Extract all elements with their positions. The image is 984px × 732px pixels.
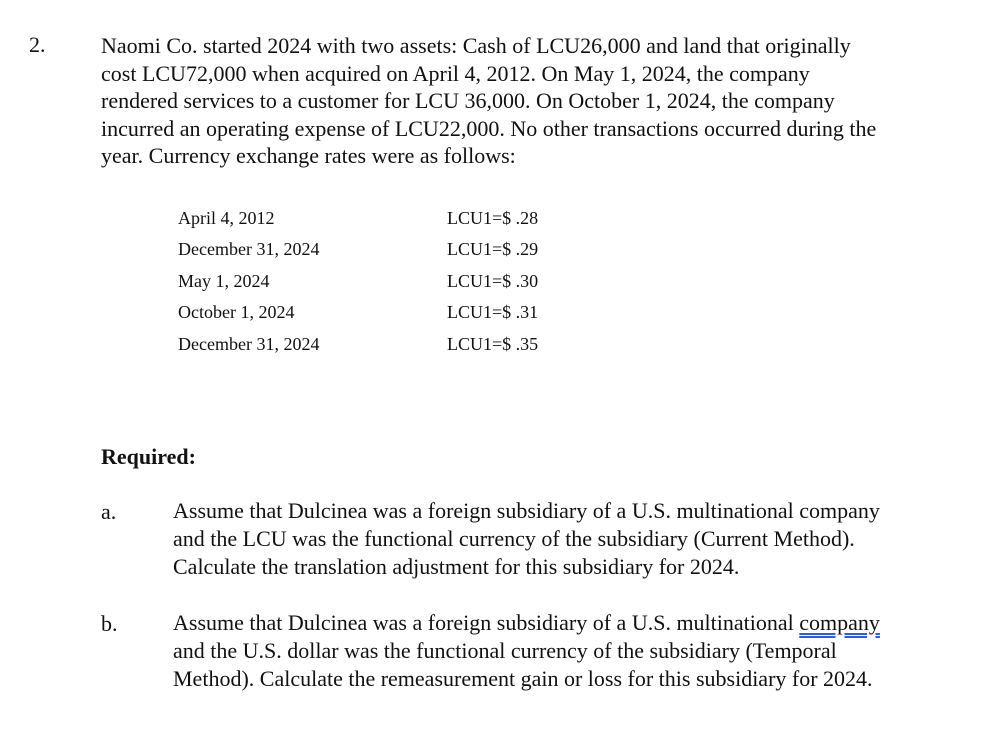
part-a-line: Assume that Dulcinea was a foreign subsidiary of a U.S. multinational company bbox=[173, 498, 880, 523]
part-a-label: a. bbox=[101, 499, 117, 524]
rate-date: October 1, 2024 bbox=[178, 302, 295, 322]
rate-value: LCU1=$ .35 bbox=[447, 334, 539, 354]
part-b-text bbox=[173, 609, 963, 693]
part-a-line: and the LCU was the functional currency of the subsidiary (Current Method). bbox=[173, 526, 855, 551]
grammar-flagged-word[interactable]: company bbox=[799, 610, 880, 635]
paragraph-line: rendered services to a customer for LCU 36,000. On October 1, 2024, the company bbox=[101, 88, 835, 113]
rate-date: May 1, 2024 bbox=[178, 271, 270, 291]
part-b-line-start: Assume that Dulcinea was a foreign subsidiary of a U.S. multinational bbox=[173, 610, 800, 635]
rate-value: LCU1=$ .28 bbox=[447, 208, 539, 228]
rate-value: LCU1=$ .31 bbox=[447, 302, 539, 322]
part-b-line: Method). Calculate the remeasurement gain or loss for this subsidiary for 2024. bbox=[173, 666, 873, 691]
rate-date: December 31, 2024 bbox=[178, 334, 320, 354]
question-number: 2. bbox=[29, 32, 46, 57]
required-heading: Required: bbox=[101, 444, 196, 469]
rate-value: LCU1=$ .30 bbox=[447, 271, 539, 291]
part-a-line: Calculate the translation adjustment for this subsidiary for 2024. bbox=[173, 554, 740, 579]
paragraph-line: cost LCU72,000 when acquired on April 4, 2012. On May 1, 2024, the company bbox=[101, 60, 810, 86]
part-b-line: and the U.S. dollar was the functional currency of the subsidiary (Temporal bbox=[173, 638, 837, 663]
paragraph-line: incurred an operating expense of LCU22,000. No other transactions occurred during the bbox=[101, 115, 877, 141]
part-b-label: b. bbox=[101, 611, 118, 636]
rate-date: December 31, 2024 bbox=[178, 239, 320, 259]
question-paragraph bbox=[101, 32, 971, 170]
rate-value: LCU1=$ .29 bbox=[447, 239, 539, 259]
rate-date: April 4, 2012 bbox=[178, 208, 275, 228]
paragraph-line: year. Currency exchange rates were as follows: bbox=[101, 143, 516, 168]
paragraph-line: Naomi Co. started 2024 with two assets: Cash of LCU26,000 and land that originally bbox=[101, 33, 851, 58]
part-a-text bbox=[173, 497, 963, 581]
part-b-line bbox=[173, 609, 963, 637]
